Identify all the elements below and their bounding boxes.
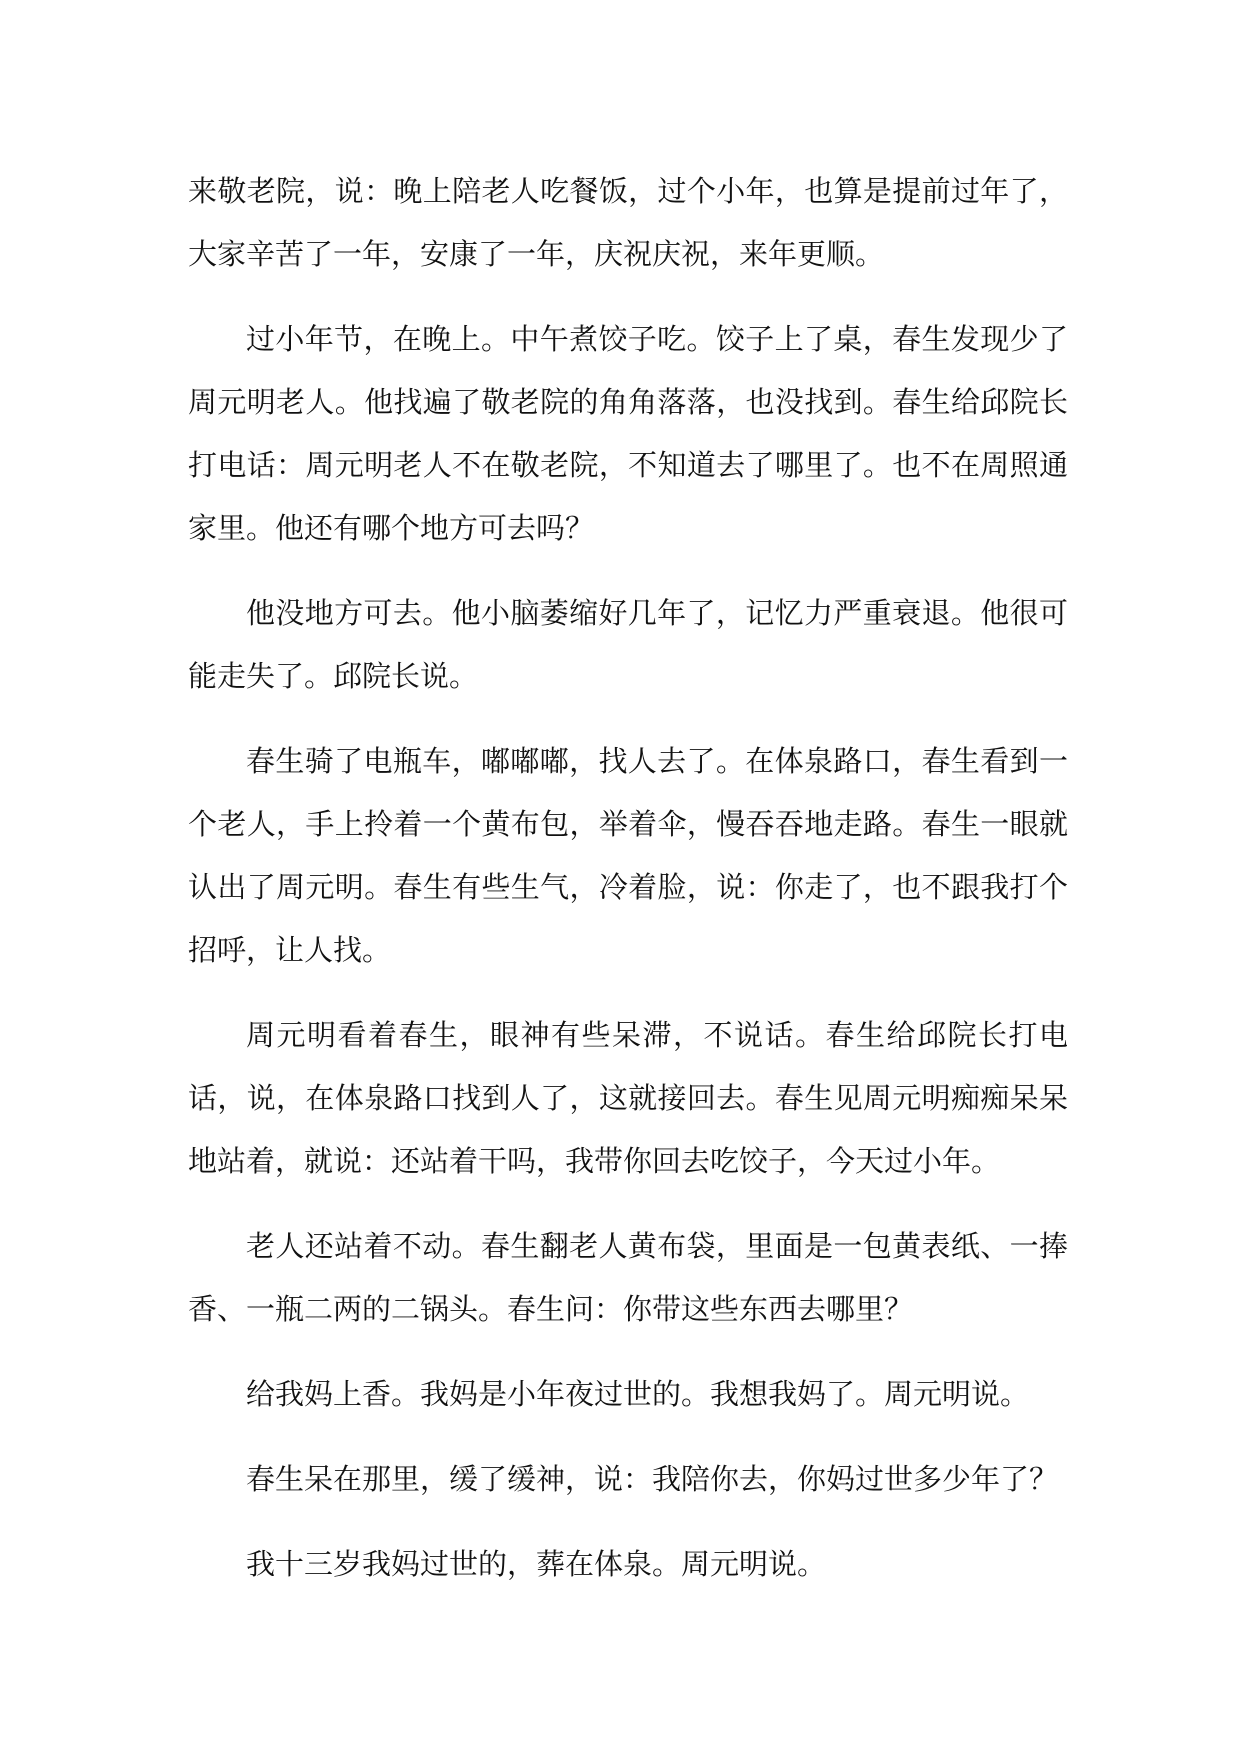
paragraph-6: 老人还站着不动。春生翻老人黄布袋，里面是一包黄表纸、一捧香、一瓶二两的二锅头。春生问：你带这些东西去哪里？ xyxy=(188,1229,1068,1326)
paragraph-2: 过小年节，在晚上。中午煮饺子吃。饺子上了桌，春生发现少了周元明老人。他找遍了敬老院的角角落落，也没找到。春生给邱院长打电话：周元明老人不在敬老院，不知道去了哪里了。也不在周照通家里。他还有哪个地方可去吗？ xyxy=(188,322,1068,545)
paragraph-8: 春生呆在那里，缓了缓神，说：我陪你去，你妈过世多少年了？ xyxy=(246,1462,1059,1496)
paragraph-4: 春生骑了电瓶车，嘟嘟嘟，找人去了。在体泉路口，春生看到一个老人，手上拎着一个黄布包，举着伞，慢吞吞地走路。春生一眼就认出了周元明。春生有些生气，冷着脸，说：你走了，也不跟我打个招呼，让人找。 xyxy=(188,744,1068,967)
paragraph-3: 他没地方可去。他小脑萎缩好几年了，记忆力严重衰退。他很可能走失了。邱院长说。 xyxy=(188,596,1068,693)
document-body xyxy=(188,160,1068,1618)
paragraph-7: 给我妈上香。我妈是小年夜过世的。我想我妈了。周元明说。 xyxy=(246,1377,1030,1411)
paragraph-1: 来敬老院，说：晚上陪老人吃餐饭，过个小年，也算是提前过年了，大家辛苦了一年，安康了一年，庆祝庆祝，来年更顺。 xyxy=(188,174,1068,271)
paragraph-9: 我十三岁我妈过世的，葬在体泉。周元明说。 xyxy=(246,1547,827,1581)
paragraph-5: 周元明看着春生，眼神有些呆滞，不说话。春生给邱院长打电话，说，在体泉路口找到人了，这就接回去。春生见周元明痴痴呆呆地站着，就说：还站着干吗，我带你回去吃饺子，今天过小年。 xyxy=(188,1018,1068,1178)
